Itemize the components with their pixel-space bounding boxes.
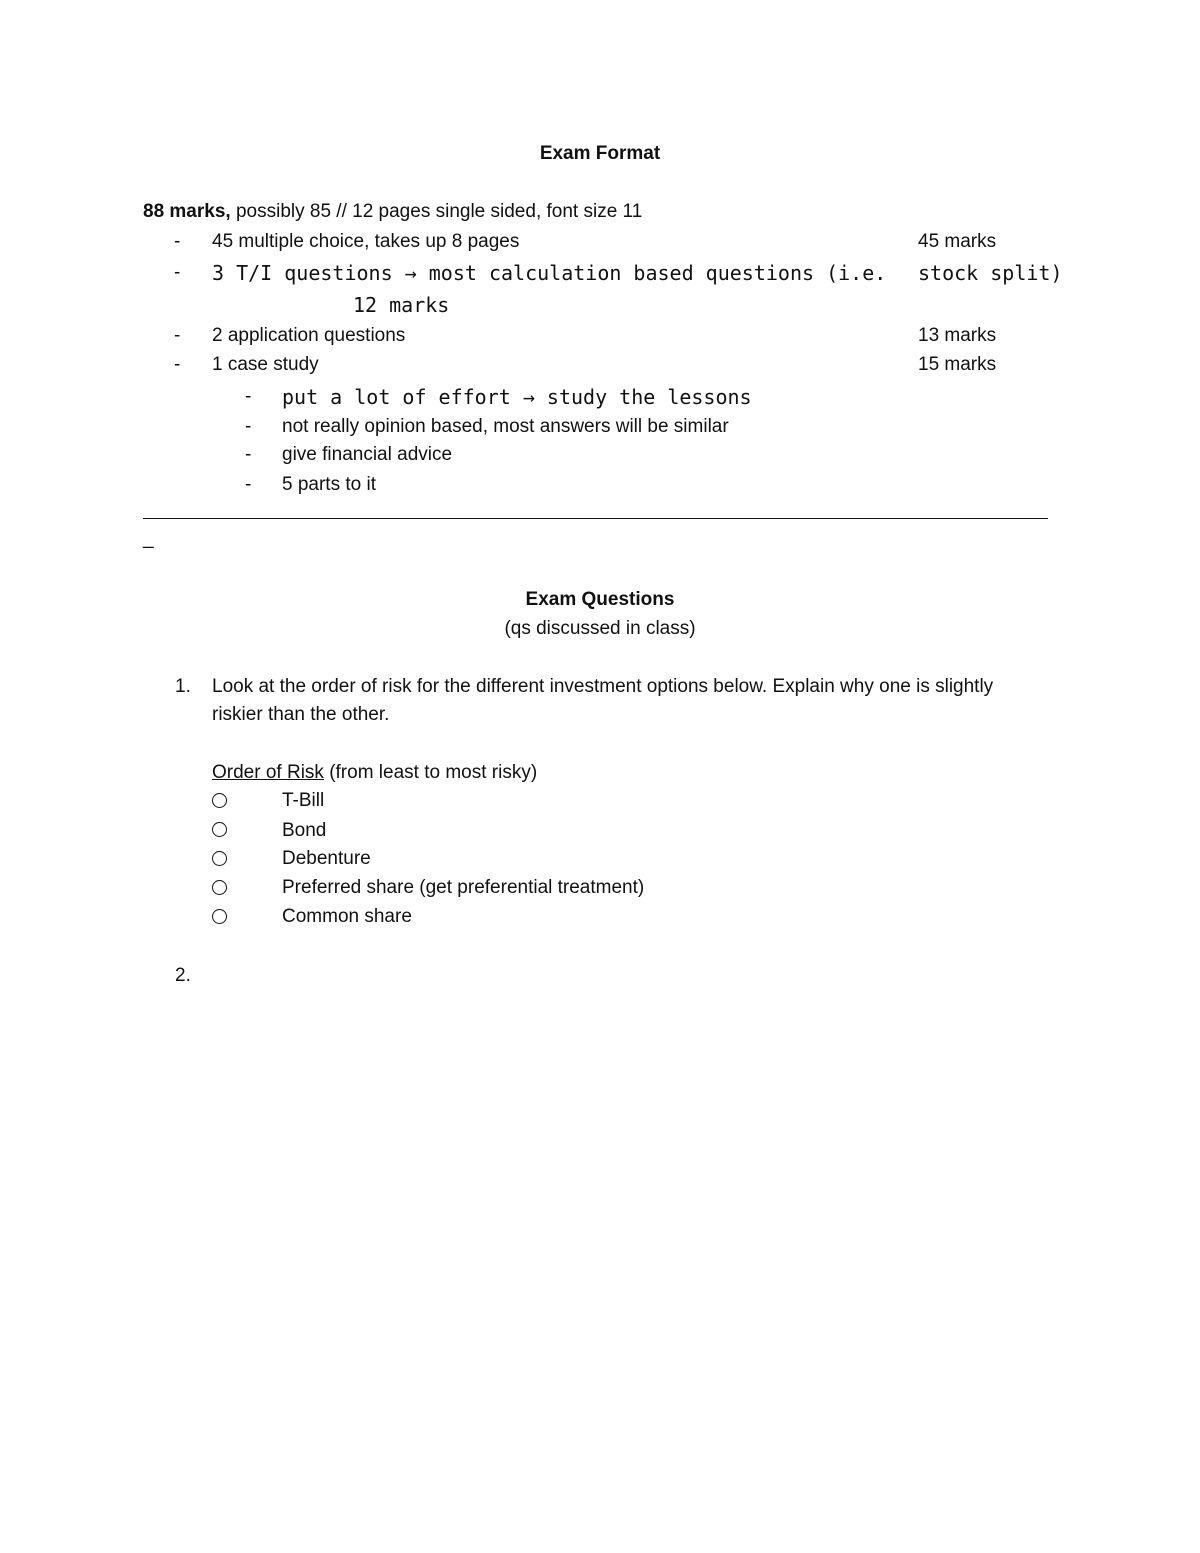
- question-1-number: 1.: [175, 676, 191, 697]
- order-of-risk-suffix: (from least to most risky): [323, 762, 538, 783]
- note-not-opinion: not really opinion based, most answers will be similar: [282, 416, 729, 437]
- question-2-number: 2.: [175, 965, 191, 986]
- item-ti-questions: 3 T/I questions → most calculation based questions (i.e.: [212, 261, 887, 285]
- note-dash: -: [245, 444, 252, 465]
- item-dash: -: [174, 231, 181, 252]
- item-multiple-choice: 45 multiple choice, takes up 8 pages: [212, 231, 520, 252]
- order-of-risk-heading: [212, 762, 537, 785]
- risk-option-preferred-share: Preferred share (get preferential treatment): [282, 877, 645, 898]
- marks-case-study: 15 marks: [918, 354, 997, 375]
- risk-option-debenture: Debenture: [282, 848, 371, 869]
- format-summary: [143, 201, 642, 224]
- risk-option-tbill: T-Bill: [282, 790, 325, 811]
- note-five-parts: 5 parts to it: [282, 474, 376, 495]
- circle-bullet-icon: [212, 822, 227, 837]
- exam-questions-title: Exam Questions: [525, 589, 675, 610]
- circle-bullet-icon: [212, 793, 227, 808]
- circle-bullet-icon: [212, 909, 227, 924]
- note-financial-advice: give financial advice: [282, 444, 453, 465]
- question-1-line2: riskier than the other.: [212, 704, 390, 725]
- note-dash: -: [245, 474, 252, 495]
- note-dash: -: [245, 416, 252, 437]
- circle-bullet-icon: [212, 851, 227, 866]
- item-dash: -: [174, 325, 181, 346]
- summary-details: possibly 85 // 12 pages single sided, font size 11: [230, 201, 643, 222]
- item-case-study: 1 case study: [212, 354, 319, 375]
- marks-ti-questions: 12 marks: [353, 293, 450, 317]
- order-of-risk-label: Order of Risk: [212, 762, 324, 783]
- exam-format-title: Exam Format: [539, 143, 661, 164]
- risk-option-common-share: Common share: [282, 906, 412, 927]
- total-marks: 88 marks,: [143, 201, 231, 222]
- note-dash: -: [245, 386, 252, 407]
- item-dash: -: [174, 354, 181, 375]
- note-effort: put a lot of effort → study the lessons: [282, 385, 752, 409]
- section-divider: [143, 518, 1048, 519]
- marks-application: 13 marks: [918, 325, 997, 346]
- ti-questions-continued: stock split): [918, 261, 1063, 285]
- circle-bullet-icon: [212, 880, 227, 895]
- risk-option-bond: Bond: [282, 820, 327, 841]
- exam-questions-subtitle: (qs discussed in class): [504, 618, 696, 639]
- item-application: 2 application questions: [212, 325, 406, 346]
- divider-tail: _: [143, 528, 154, 549]
- marks-multiple-choice: 45 marks: [918, 231, 997, 252]
- item-dash: -: [174, 262, 181, 283]
- question-1-line1: Look at the order of risk for the different investment options below. Explain why one is slightly: [212, 676, 994, 697]
